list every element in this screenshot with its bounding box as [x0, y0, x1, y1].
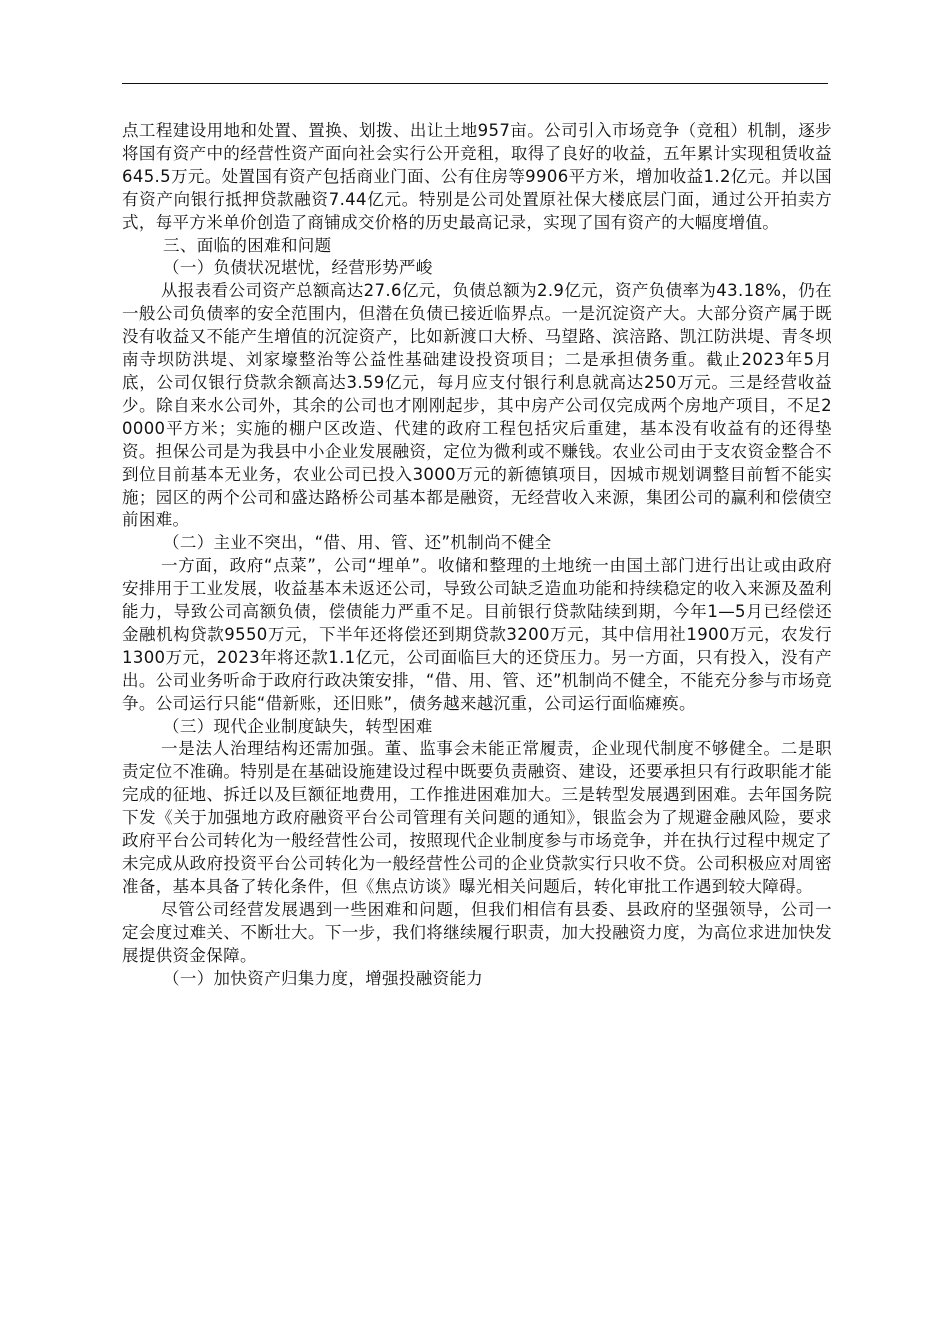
subsection-heading-asset-collection: （一）加快资产归集力度，增强投融资能力 [163, 968, 484, 988]
subsection-heading-debt: （一）负债状况堪忧，经营形势严峻 [163, 258, 433, 278]
paragraph-debt-situation: 从报表看公司资产总额高达27.6亿元，负债总额为2.9亿元，资产负债率为43.18%，仍在一般公司负债率的安全范围内，但潜在负债已接近临界点。一是沉淀资产大。大部分资产属于既没有收益又不能产生增值的沉淀资产，比如新渡口大桥、马望路、滨涪路、凯江防洪堤、青冬坝南寺坝防洪堤、刘家壕整治等公益性基础建设投资项目；二是承担债务重。截止2023年5月底，公司仅银行贷款余额高达3.59亿元，每月应支付银行利息就高达250万元。三是经营收益少。除自来水公司外，其余的公司也才刚刚起步，其中房产公司仅完成两个房地产项目，不足20000平方米；实施的棚户区改造、代建的政府工程包括灾后重建，基本没有收益有的还得垫资。担保公司是为我县中小企业发展融资，定位为微利或不赚钱。农业公司由于支农资金整合不到位目前基本无业务，农业公司已投入3000万元的新德镇项目，因城市规划调整目前暂不能实施；园区的两个公司和盛达路桥公司基本都是融资，无经营收入来源，集团公司的赢利和偿债空前困难。 [122, 281, 832, 530]
header-rule [122, 83, 828, 84]
paragraph-outlook: 尽管公司经营发展遇到一些困难和问题，但我们相信有县委、县政府的坚强领导，公司一定会度过难关、不断壮大。下一步，我们将继续履行职责，加大投融资力度，为高位求进加快发展提供资金保障。 [122, 899, 832, 965]
section-heading-difficulties: 三、面临的困难和问题 [163, 235, 332, 255]
subsection-heading-mechanism: （二）主业不突出，“借、用、管、还”机制尚不健全 [163, 533, 552, 553]
subsection-heading-enterprise-system: （三）现代企业制度缺失，转型困难 [163, 716, 433, 736]
paragraph-enterprise-system: 一是法人治理结构还需加强。董、监事会未能正常履责，企业现代制度不够健全。二是职责定位不准确。特别是在基础设施建设过程中既要负责融资、建设，还要承担只有行政职能才能完成的征地、拆迁以及巨额征地费用，工作推进困难加大。三是转型发展遇到困难。去年国务院下发《关于加强地方政府融资平台公司管理有关问题的通知》，银监会为了规避金融风险，要求政府平台公司转化为一般经营性公司，按照现代企业制度参与市场竞争，并在执行过程中规定了未完成从政府投资平台公司转化为一般经营性公司的企业贷款实行只收不贷。公司积极应对周密准备，基本具备了转化条件，但《焦点访谈》曝光相关问题后，转化审批工作遇到较大障碍。 [122, 739, 832, 896]
paragraph-land-disposal: 点工程建设用地和处置、置换、划拨、出让土地957亩。公司引入市场竞争（竞租）机制，逐步将国有资产中的经营性资产面向社会实行公开竞租，取得了良好的收益，五年累计实现租赁收益645.5万元。处置国有资产包括商业门面、公有住房等9906平方米，增加收益1.2亿元。并以国有资产向银行抵押贷款融资7.44亿元。特别是公司处置原社保大楼底层门面，通过公开拍卖方式，每平方米单价创造了商铺成交价格的历史最高记录，实现了国有资产的大幅度增值。 [122, 121, 832, 232]
paragraph-mechanism: 一方面，政府“点菜”，公司“埋单”。收储和整理的土地统一由国土部门进行出让或由政府安排用于工业发展，收益基本未返还公司，导致公司缺乏造血功能和持续稳定的收入来源及盈利能力，导致公司高额负债，偿债能力严重不足。目前银行贷款陆续到期，今年1—5月已经偿还金融机构贷款9550万元，下半年还将偿还到期贷款3200万元，其中信用社1900万元，农发行1300万元，2023年将还款1.1亿元，公司面临巨大的还贷压力。另一方面，只有投入，没有产出。公司业务听命于政府行政决策安排，“借、用、管、还”机制尚不健全，不能充分参与市场竞争。公司运行只能“借新账，还旧账”，债务越来越沉重，公司运行面临瘫痪。 [122, 556, 832, 713]
document-body [122, 120, 832, 990]
